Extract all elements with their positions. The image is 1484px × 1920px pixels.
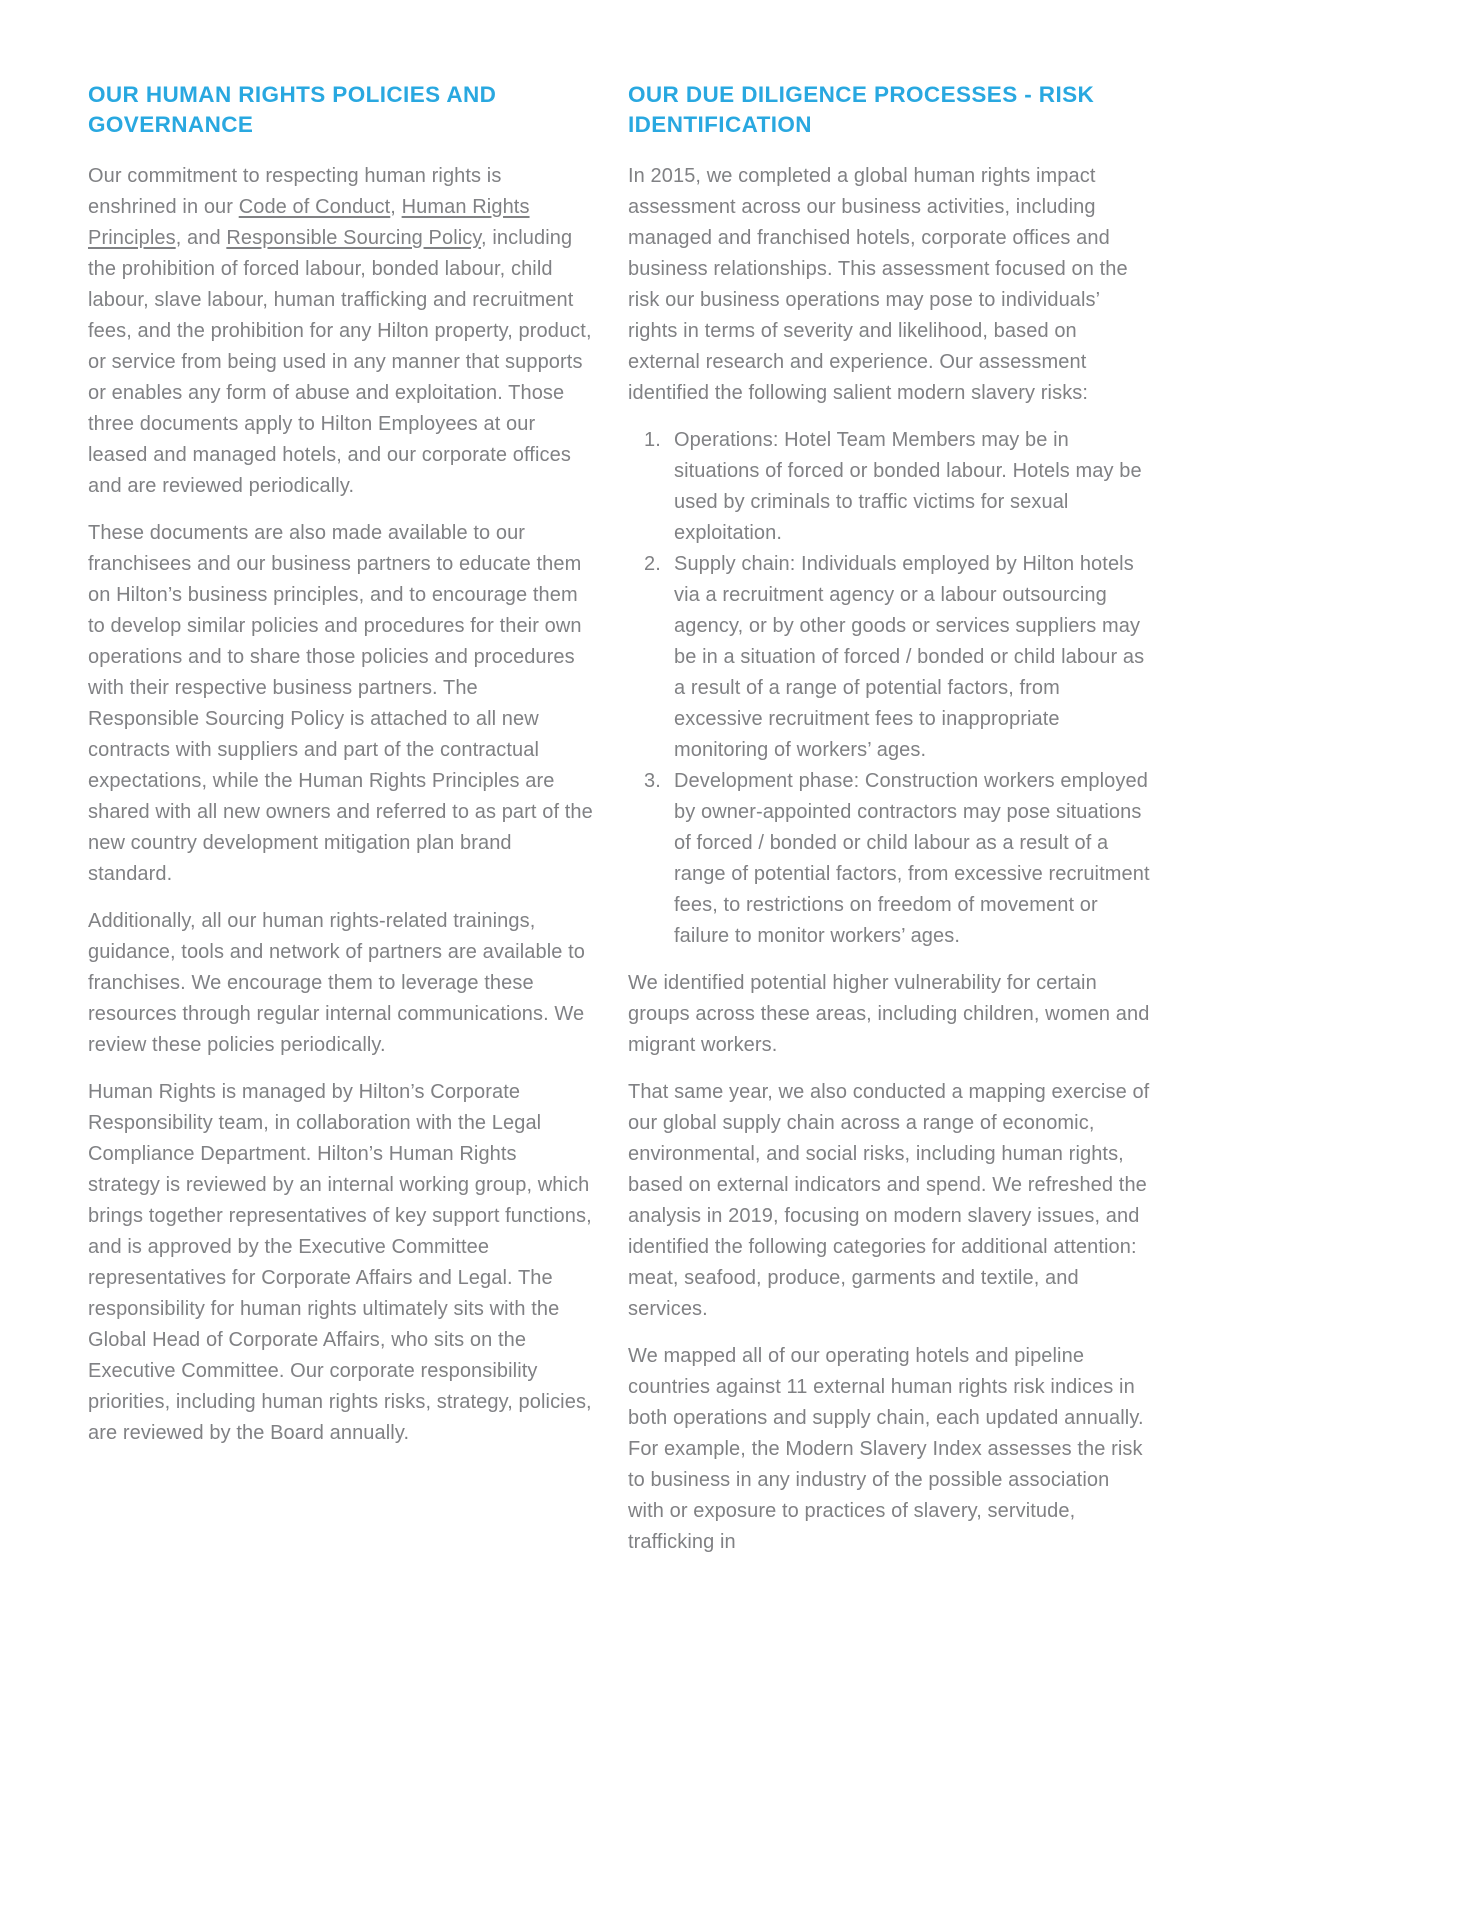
human-rights-principles-link[interactable]: Human Rights Principles (88, 195, 530, 249)
heading-human-rights-policies: OUR HUMAN RIGHTS POLICIES AND GOVERNANCE (88, 82, 497, 138)
paragraph-franchisees: These documents are also made available to our franchisees and our business partners to educate them on Hilton’s business principles, and to encourage them to develop similar policies and procedures for their own operations and to share those policies and procedures with their respective business partners. The Responsible Sourcing Policy is attached to all new contracts with suppliers and part of the contractual expectations, while the Human Rights Principles are shared with all new owners and referred to as part of the new country development mitigation plan brand standard. (88, 521, 593, 885)
paragraph-text: , including the prohibition of forced labour, bonded labour, child labour, slave labour, human trafficking and recruitment fees, and the prohibition for any Hilton property, product, or service from being used in any manner that supports or enables any form of abuse and exploitation. Those three documents apply to Hilton Employees at our leased and managed hotels, and our corporate offices and are reviewed periodically. (88, 226, 592, 497)
risk-list-item-development-phase (628, 766, 1150, 952)
risk-list-item-operations (628, 425, 1150, 549)
heading-due-diligence: OUR DUE DILIGENCE PROCESSES - RISK IDENTIFICATION (628, 82, 1095, 138)
paragraph-text: , and (175, 226, 227, 249)
list-item-text: Development phase: Construction workers employed by owner-appointed contractors may pose situations of forced / bonded or child labour as a result of a range of potential factors, from excessive recruitment fees, to restrictions on freedom of movement or failure to monitor workers’ ages. (674, 769, 1150, 947)
paragraph-supply-chain-mapping: That same year, we also conducted a mapping exercise of our global supply chain across a range of economic, environmental, and social risks, including human rights, based on external indicators and spend. We refreshed the analysis in 2019, focusing on modern slavery issues, and identified the following categories for additional attention: meat, seafood, produce, garments and textile, and services. (628, 1080, 1150, 1320)
paragraph-vulnerable-groups: We identified potential higher vulnerability for certain groups across these areas, including children, women and migrant workers. (628, 971, 1150, 1056)
list-number: 2. (644, 552, 661, 575)
left-column (88, 80, 594, 1574)
paragraph-trainings: Additionally, all our human rights-related trainings, guidance, tools and network of partners are available to franchises. We encourage them to leverage these resources through regular internal communications. We review these policies periodically. (88, 909, 586, 1056)
list-item-text: Supply chain: Individuals employed by Hilton hotels via a recruitment agency or a labour outsourcing agency, or by other goods or services suppliers may be in a situation of forced / bonded or child labour as a result of a range of potential factors, from excessive recruitment fees to inappropriate monitoring of workers’ ages. (674, 552, 1145, 761)
paragraph-policies-intro (88, 161, 594, 502)
list-number: 1. (644, 428, 661, 451)
paragraph-risk-assessment-intro: In 2015, we completed a global human rights impact assessment across our business activities, including managed and franchised hotels, corporate offices and business relationships. This assessment focused on the risk our business operations may pose to individuals’ rights in terms of severity and likelihood, based on external research and experience. Our assessment identified the following salient modern slavery risks: (628, 164, 1128, 404)
paragraph-text: Our commitment to respecting human rights is enshrined in our (88, 164, 502, 218)
list-item-text: Operations: Hotel Team Members may be in situations of forced or bonded labour. Hotels may be used by criminals to traffic victims for sexual exploitation. (674, 428, 1142, 544)
responsible-sourcing-policy-link[interactable]: Responsible Sourcing Policy (226, 226, 482, 249)
list-number: 3. (644, 769, 661, 792)
risk-list (628, 425, 1150, 952)
code-of-conduct-link[interactable]: Code of Conduct (238, 195, 391, 218)
right-column (628, 80, 1150, 1574)
paragraph-text: , (390, 195, 402, 218)
paragraph-risk-indices: We mapped all of our operating hotels and pipeline countries against 11 external human rights risk indices in both operations and supply chain, each updated annually. For example, the Modern Slavery Index assesses the risk to business in any industry of the possible association with or exposure to practices of slavery, servitude, trafficking in (628, 1344, 1144, 1553)
risk-list-item-supply-chain (628, 549, 1150, 766)
paragraph-governance: Human Rights is managed by Hilton’s Corporate Responsibility team, in collaboration with the Legal Compliance Department. Hilton’s Human Rights strategy is reviewed by an internal working group, which brings together representatives of key support functions, and is approved by the Executive Committee representatives for Corporate Affairs and Legal. The responsibility for human rights ultimately sits with the Global Head of Corporate Affairs, who sits on the Executive Committee. Our corporate responsibility priorities, including human rights risks, strategy, policies, are reviewed by the Board annually. (88, 1080, 592, 1444)
